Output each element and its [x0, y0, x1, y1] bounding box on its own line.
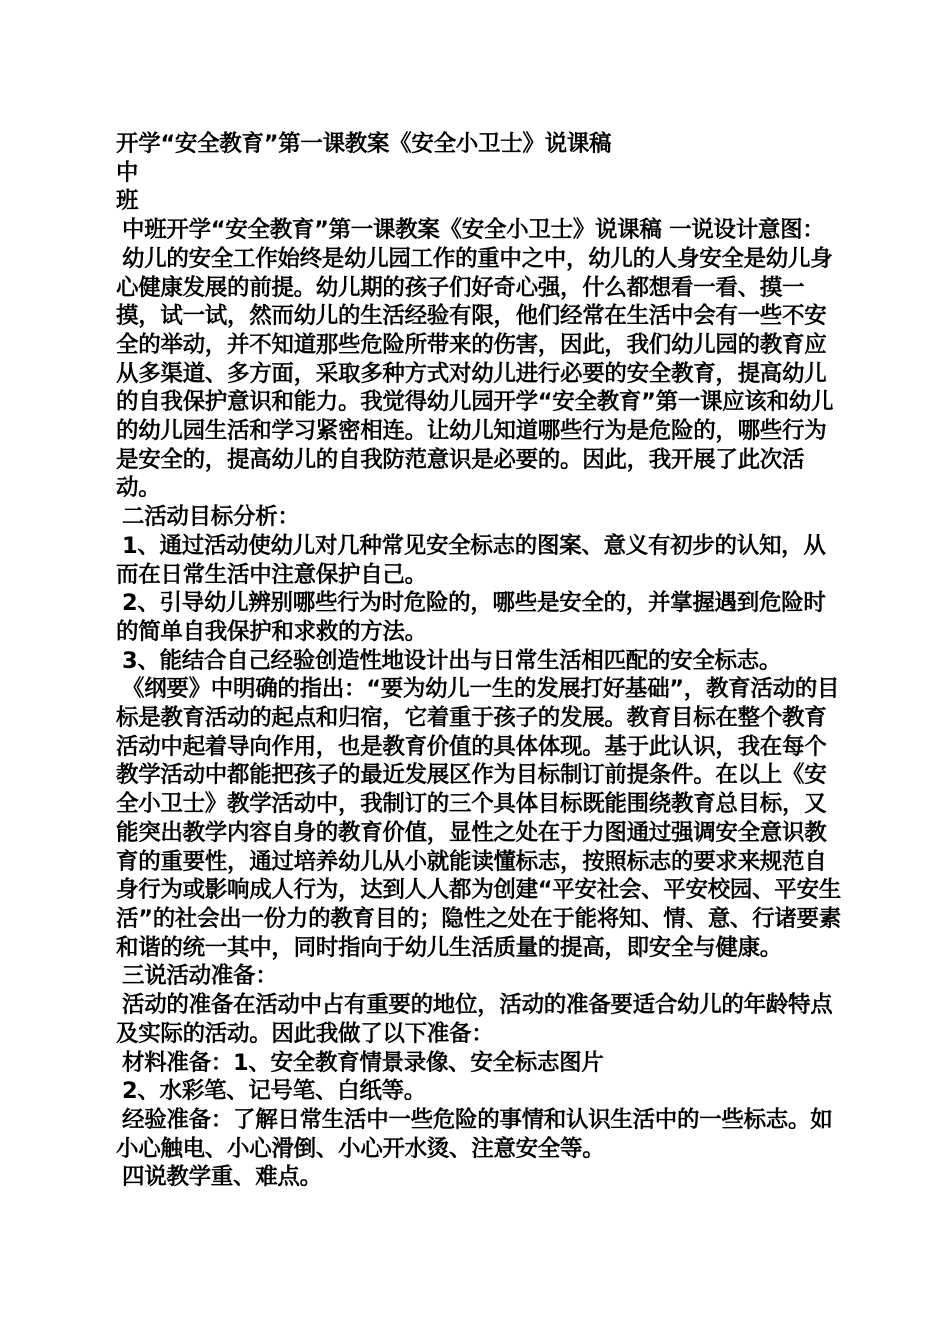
section-heading-preparation: 三说活动准备：: [122, 963, 278, 990]
material-preparation-2: 2、水彩笔、记号笔、白纸等。: [122, 1078, 426, 1105]
experience-preparation: 经验准备：了解日常生活中一些危险的事情和认识生活中的一些标志。如小心触电、小心滑倒、小心开水烫、注意安全等。: [116, 1106, 833, 1162]
paragraph-design-intent: 幼儿的安全工作始终是幼儿园工作的重中之中，幼儿的人身安全是幼儿身心健康发展的前提。幼儿期的孩子们好奇心强，什么都想看一看、摸一摸，试一试，然而幼儿的生活经验有限，他们经常在生活中会有一些不安全的举动，并不知道那些危险所带来的伤害，因此，我们幼儿园的教育应从多渠道、多方面，采取多种方式对幼儿进行必要的安全教育，提高幼儿的自我保护意识和能力。我觉得幼儿园开学“安全教育”第一课应该和幼儿的幼儿园生活和学习紧密相连。让幼儿知道哪些行为是危险的，哪些行为是安全的，提高幼儿的自我防范意识是必要的。因此，我开展了此次活动。: [116, 245, 834, 502]
paragraph-goals-analysis: 《纲要》中明确的指出：“要为幼儿一生的发展打好基础”，教育活动的目标是教育活动的起点和归宿，它着重于孩子的发展。教育目标在整个教育活动中起着导向作用，也是教育价值的具体体现。基于此认识，我在每个教学活动中都能把孩子的最近发展区作为目标制订前提条件。在以上《安全小卫士》教学活动中，我制订的三个具体目标既能围绕教育总目标，又能突出教学内容自身的教育价值，显性之处在于力图通过强调安全意识教育的重要性，通过培养幼儿从小就能读懂标志，按照标志的要求来规范自身行为或影响成人行为，达到人人都为创建“平安社会、平安校园、平安生活”的社会出一份力的教育目的；隐性之处在于能将知、情、意、行诸要素和谐的统一其中，同时指向于幼儿生活质量的提高，即安全与健康。: [116, 676, 841, 961]
section-heading-goals: 二活动目标分析：: [122, 504, 300, 531]
document-body: [116, 130, 846, 1192]
section-heading-key-points: 四说教学重、难点。: [122, 1164, 322, 1191]
section-heading-design-intent: 中班开学“安全教育”第一课教案《安全小卫士》说课稿 一说设计意图：: [122, 217, 825, 244]
goal-item-1: 1、通过活动使幼儿对几种常见安全标志的图案、意义有初步的认知，从而在日常生活中注意保护自己。: [116, 532, 826, 588]
document-title-line-2: 中: [116, 159, 139, 186]
document-title: 开学“安全教育”第一课教案《安全小卫士》说课稿: [116, 131, 612, 157]
goal-item-2: 2、引导幼儿辨别哪些行为时危险的，哪些是安全的，并掌握遇到危险时的简单自我保护和求救的方法。: [116, 590, 826, 645]
paragraph-preparation: 活动的准备在活动中占有重要的地位，活动的准备要适合幼儿的年龄特点及实际的活动。因此我做了以下准备：: [116, 992, 833, 1047]
document-title-line-3: 班: [116, 188, 139, 215]
goal-item-3: 3、能结合自己经验创造性地设计出与日常生活相匹配的安全标志。: [122, 647, 782, 674]
material-preparation: 材料准备：1、安全教育情景录像、安全标志图片: [122, 1049, 604, 1076]
